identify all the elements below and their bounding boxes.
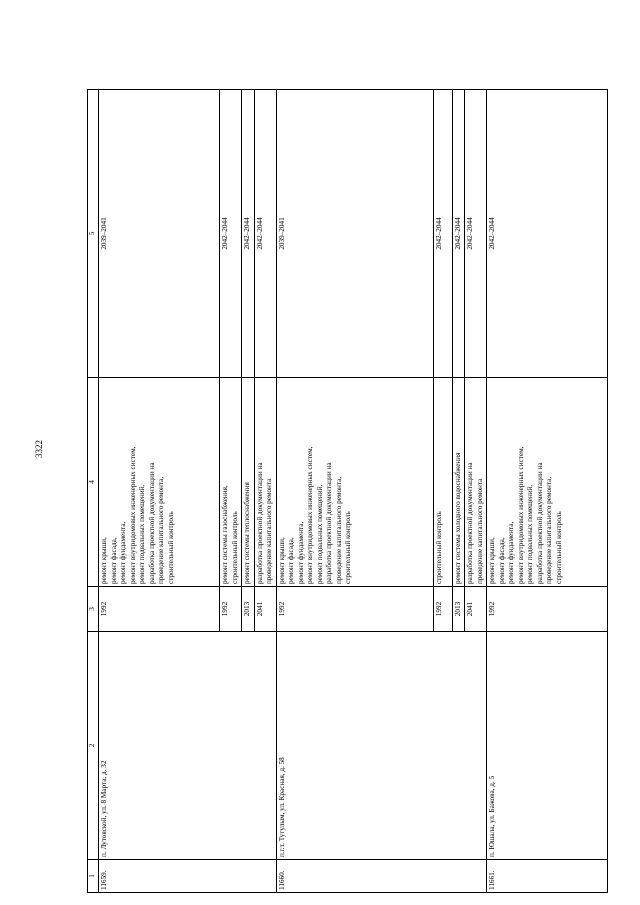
work-item: ремонт системы теплоснабжения	[243, 482, 251, 584]
year-cell: 2013	[452, 587, 465, 632]
year-cell: 2041	[465, 587, 487, 632]
period-cell: 2042–2044	[487, 90, 608, 378]
works-cell	[452, 378, 465, 587]
work-item: ремонт фундамента,	[296, 521, 305, 584]
address-cell: п.г.т. Тугулым, ул. Красная, д. 58	[276, 632, 487, 860]
work-item: строительный контроль	[554, 511, 563, 584]
work-item: ремонт внутридомовых инженерных систем,	[128, 446, 137, 584]
work-item: строительный контроль	[434, 511, 443, 584]
work-item: разработка проектной документации на	[535, 462, 544, 584]
work-item: ремонт фундамента,	[119, 521, 127, 584]
work-item: разработка проектной документации на	[466, 462, 474, 584]
work-item: разработка проектной документации на	[147, 462, 156, 584]
rotated-table-wrapper	[87, 90, 563, 893]
period-cell: 2042–2044	[465, 90, 487, 378]
table-row	[99, 90, 220, 893]
works-cell	[487, 378, 608, 587]
row-number-cell: 11660.	[276, 860, 487, 893]
col-header-4: 4	[88, 378, 99, 587]
table-row	[487, 90, 608, 893]
works-cell	[465, 378, 487, 587]
work-item: ремонт фасада,	[109, 537, 118, 584]
period-cell: 2042–2044	[242, 90, 255, 378]
work-item: проведение капитального ремонта	[265, 478, 273, 584]
work-item: строительный контроль	[344, 511, 352, 584]
work-item: разработка проектной документации на	[325, 462, 333, 584]
works-cell	[220, 378, 242, 587]
work-item: проведение капитального ремонта,	[334, 476, 343, 584]
work-item: ремонт фасада,	[497, 537, 506, 584]
work-item: ремонт крыши,	[100, 537, 108, 584]
year-cell: 2013	[242, 587, 255, 632]
period-cell: 2042–2044	[220, 90, 242, 378]
period-cell: 2039–2041	[276, 90, 433, 378]
works-cell	[276, 378, 433, 587]
page-number: 3322	[34, 440, 44, 458]
work-item: проведение капитального ремонта,	[545, 476, 553, 584]
work-item: разработка проектной документации на	[255, 462, 264, 584]
period-cell: 2042–2044	[452, 90, 465, 378]
work-item: ремонт подвальных помещений,	[138, 484, 146, 584]
col-header-3: 3	[88, 587, 99, 632]
work-item: ремонт крыши,	[277, 537, 286, 584]
col-header-5: 5	[88, 90, 99, 378]
year-cell: 1992	[433, 587, 452, 632]
works-cell	[242, 378, 255, 587]
year-cell: 1992	[220, 587, 242, 632]
year-cell: 1992	[99, 587, 220, 632]
address-cell: п. Юшала, ул. Бажова, д. 5	[487, 632, 608, 860]
work-item: ремонт фундамента,	[507, 521, 515, 584]
work-item: ремонт внутридомовых инженерных систем,	[306, 446, 314, 584]
works-cell	[99, 378, 220, 587]
capital-repair-table	[87, 89, 608, 893]
row-number-cell: 11659.	[99, 860, 277, 893]
period-cell: 2042–2044	[254, 90, 276, 378]
year-cell: 1992	[487, 587, 608, 632]
work-item: проведение капитального ремонта,	[157, 476, 165, 584]
works-cell	[254, 378, 276, 587]
work-item: ремонт подвальных помещений,	[315, 484, 324, 584]
col-header-2: 2	[88, 632, 99, 860]
year-cell: 1992	[276, 587, 433, 632]
work-item: ремонт системы холодного водоснабжения	[453, 452, 462, 584]
work-item: проведение капитального ремонта	[475, 478, 484, 584]
period-cell: 2042–2044	[433, 90, 452, 378]
header-row	[88, 90, 99, 893]
address-cell: п. Лутовской, ул. 8 Марта, д. 32	[99, 632, 277, 860]
work-item: строительный контроль	[230, 511, 239, 584]
col-header-1: 1	[88, 860, 99, 893]
table-row	[276, 90, 433, 893]
work-item: ремонт внутридомовых инженерных систем,	[516, 446, 525, 584]
year-cell: 2041	[254, 587, 276, 632]
works-cell	[433, 378, 452, 587]
work-item: ремонт фасада,	[287, 537, 295, 584]
work-item: ремонт системы газоснабжения,	[221, 485, 229, 584]
work-item: ремонт подвальных помещений,	[526, 484, 534, 584]
period-cell: 2039–2041	[99, 90, 220, 378]
work-item: строительный контроль	[166, 511, 175, 584]
row-number-cell: 11661.	[487, 860, 608, 893]
work-item: ремонт крыши,	[488, 537, 496, 584]
